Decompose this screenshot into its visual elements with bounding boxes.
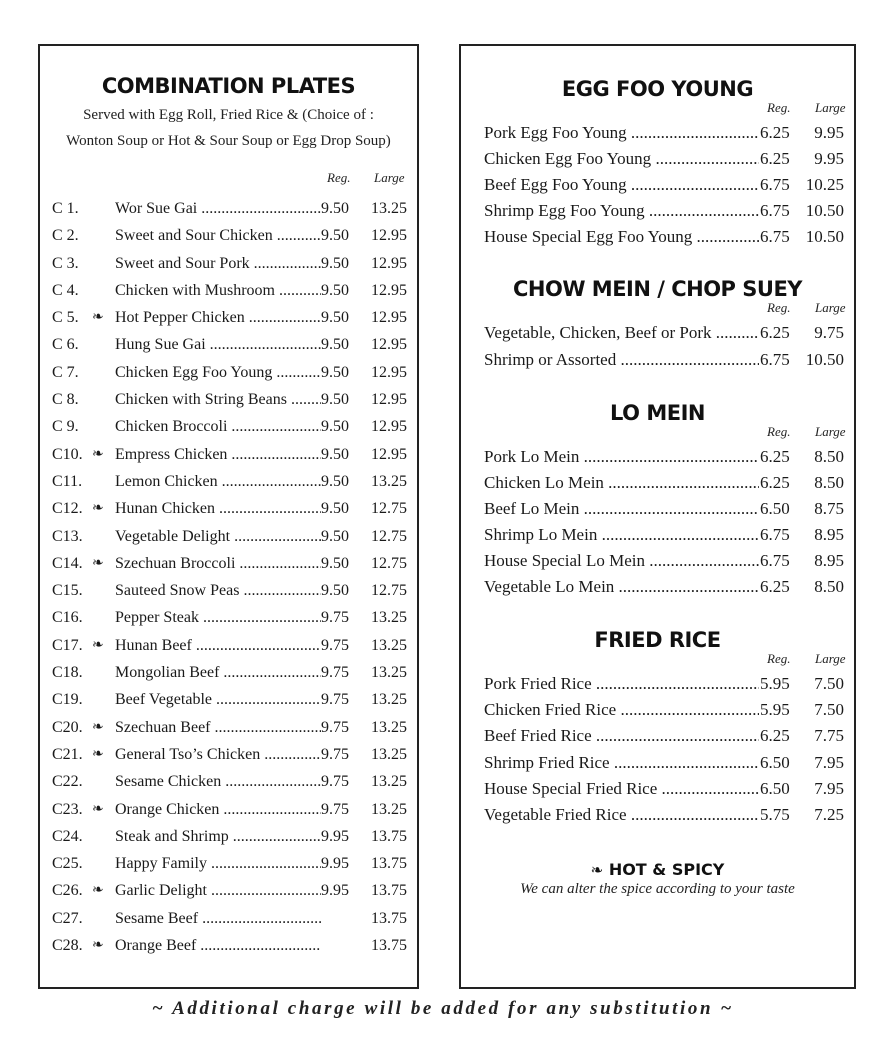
item-code: C11. [52,472,83,490]
item-price-large: 13.25 [371,472,407,490]
item-name: Vegetable Delight ..... [115,523,321,550]
chow-mein-title: CHOW MEIN / CHOP SUEY [512,277,802,302]
item-price-reg: 9.50 [321,445,349,463]
item-code: C16. [52,609,83,627]
item-name: Szechuan Broccoli ..... [115,550,321,577]
item-price-large: 13.75 [371,855,407,873]
menu-item-shrimp-or-assorted [461,347,854,373]
combo-item-c-5 [40,304,417,331]
item-name: Hunan Chicken ..... [115,495,321,522]
spicy-swirl-icon: ❧ [92,310,104,326]
item-code: C 2. [52,227,79,245]
spicy-swirl-icon: ❧ [92,501,104,517]
menu-item-pork-egg-foo-young [461,120,854,146]
item-price-reg: 6.50 [760,752,790,772]
item-code: C13. [52,527,83,545]
menu-item-shrimp-egg-foo-young [461,198,854,224]
item-code: C 1. [52,200,79,217]
menu-item-shrimp-lo-mein [461,522,854,548]
item-code: C22. [52,773,83,791]
item-name: Shrimp Fried Rice ..... [484,750,759,776]
item-price-large: 12.95 [371,254,407,272]
col-reg-label: Reg. [767,423,791,439]
spicy-swirl-icon: ❧ [92,746,104,762]
item-price-reg: 5.95 [760,674,790,694]
item-price-large: 13.25 [371,609,407,627]
fried-rice-column-headers [461,651,854,671]
item-code: C24. [52,827,83,845]
item-name: Sesame Beef ..... [115,905,321,932]
chow-mein-column-headers [461,300,854,320]
item-price-reg: 6.75 [760,349,790,369]
item-price-reg: 6.25 [760,123,790,142]
item-name: Pork Lo Mein ..... [484,444,759,470]
item-name: Shrimp or Assorted ..... [484,347,759,373]
item-price-reg: 9.75 [321,745,349,763]
item-price-large: 9.95 [814,149,844,169]
spicy-swirl-icon: ❧ [92,637,104,653]
item-price-reg: 9.50 [321,281,349,299]
item-name: Chicken Broccoli ..... [115,413,321,440]
col-large-label: Large [815,100,846,115]
item-name: Shrimp Lo Mein ..... [484,522,759,548]
item-price-reg: 6.25 [760,577,790,597]
item-price-reg: 5.75 [760,804,790,824]
item-price-reg: 9.50 [321,363,349,381]
combination-list [40,195,417,959]
item-code: C 8. [52,391,79,409]
item-price-reg: 9.75 [321,609,349,627]
hot-spicy-legend [461,860,854,898]
combo-item-c24 [40,823,417,850]
item-price-reg: 6.25 [760,472,790,492]
col-reg-label: Reg. [767,651,791,667]
item-price-large: 13.75 [371,827,407,845]
item-price-reg: 9.95 [321,855,349,873]
item-price-reg: 9.50 [321,554,349,572]
col-reg-label: Reg. [767,300,791,316]
item-name: General Tso’s Chicken ..... [115,741,321,768]
menu-item-beef-egg-foo-young [461,172,854,198]
menu-item-house-special-fried-rice [461,776,854,802]
combination-subtitle-line1: Served with Egg Roll, Fried Rice & (Choice of : [83,107,374,123]
item-price-large: 7.25 [814,804,844,824]
item-name: Orange Beef ..... [115,932,321,959]
item-price-large: 13.25 [371,636,407,654]
item-price-reg: 9.75 [321,664,349,682]
item-code: C23. [52,800,83,818]
item-price-large: 12.95 [371,227,407,245]
spicy-swirl-icon: ❧ [590,860,604,879]
item-price-reg: 9.75 [321,718,349,736]
combo-item-c26 [40,877,417,904]
item-name: Hunan Beef ..... [115,632,321,659]
combo-item-c25 [40,850,417,877]
col-large-label: Large [815,300,846,316]
item-price-reg: 9.75 [321,773,349,791]
item-name: Wor Sue Gai ..... [115,195,321,222]
combo-item-c14 [40,550,417,577]
item-name: Chicken Fried Rice ..... [484,697,759,723]
item-price-reg: 6.25 [760,323,790,343]
right-menu-panel [459,44,856,989]
spicy-swirl-icon: ❧ [92,719,104,735]
item-name: House Special Fried Rice ..... [484,776,759,802]
menu-item-shrimp-fried-rice [461,750,854,776]
item-code: C 4. [52,281,79,299]
lo-mein-list [461,444,854,601]
egg-foo-young-title: EGG FOO YOUNG [561,77,754,101]
col-large-label: Large [815,423,846,439]
item-name: Beef Egg Foo Young ..... [484,172,759,198]
item-name: House Special Lo Mein ..... [484,548,759,574]
egg-foo-young-column-headers [461,100,854,120]
item-price-large: 8.50 [814,472,844,492]
col-reg-label: Reg. [327,170,351,185]
item-price-reg: 9.50 [321,254,349,272]
item-price-reg: 5.95 [760,700,790,720]
item-price-large: 7.95 [814,752,844,772]
combo-item-c13 [40,523,417,550]
item-name: Chicken with Mushroom ..... [115,277,321,304]
menu-item-beef-lo-mein [461,496,854,522]
item-name: Sweet and Sour Chicken ..... [115,222,321,249]
item-price-large: 13.25 [371,664,407,682]
item-price-large: 9.75 [814,323,844,343]
item-name: Sesame Chicken ..... [115,768,321,795]
item-price-reg: 6.75 [760,551,790,571]
combination-subtitle-line2: Wonton Soup or Hot & Sour Soup or Egg Drop Soup) [66,133,391,149]
combo-item-c22 [40,768,417,795]
spicy-swirl-icon: ❧ [92,938,104,954]
item-name: Orange Chicken ..... [115,796,321,823]
menu-item-beef-fried-rice [461,723,854,749]
combo-item-c12 [40,495,417,522]
item-code: C 3. [52,254,79,272]
item-price-large: 13.25 [371,773,407,791]
item-price-reg: 9.50 [321,418,349,436]
combination-column-headers [40,170,417,190]
combination-plates-panel [38,44,419,989]
item-price-reg: 9.50 [321,472,349,490]
menu-item-pork-fried-rice [461,671,854,697]
egg-foo-young-list [461,120,854,250]
menu-item-house-special-lo-mein [461,548,854,574]
item-name: Chicken Lo Mein ..... [484,470,759,496]
item-name: Chicken Egg Foo Young ..... [115,359,321,386]
item-price-reg: 6.25 [760,446,790,466]
item-price-large: 9.95 [814,123,844,142]
item-name: Vegetable, Chicken, Beef or Pork ..... [484,320,759,346]
item-price-reg: 6.50 [760,778,790,798]
item-price-reg: 6.75 [760,227,790,247]
item-price-large: 12.75 [371,554,407,572]
item-price-reg: 6.75 [760,201,790,221]
item-price-reg: 9.75 [321,800,349,818]
combo-item-c28 [40,932,417,959]
item-price-reg: 6.75 [760,175,790,195]
item-price-large: 13.25 [371,691,407,709]
menu-item-pork-lo-mein [461,444,854,470]
item-name: Pork Egg Foo Young ..... [484,120,759,146]
item-price-large: 13.25 [371,745,407,763]
combo-item-c16 [40,604,417,631]
spicy-swirl-icon: ❧ [92,801,104,817]
item-name: Happy Family ..... [115,850,321,877]
item-name: Sauteed Snow Peas ..... [115,577,321,604]
combo-item-c20 [40,714,417,741]
item-price-large: 13.75 [371,909,407,927]
combination-plates-title: COMBINATION PLATES [101,74,356,98]
item-price-large: 12.95 [371,391,407,409]
item-name: Chicken with String Beans ..... [115,386,321,413]
item-name: Hot Pepper Chicken ..... [115,304,321,331]
item-price-reg: 9.50 [321,500,349,518]
item-price-large: 8.95 [814,524,844,544]
item-name: Lemon Chicken ..... [115,468,321,495]
item-code: C10. [52,445,83,463]
item-price-reg: 9.50 [321,227,349,245]
item-name: Vegetable Lo Mein ..... [484,574,759,600]
substitution-note: ~ Additional charge will be added for any substitution ~ [152,998,734,1019]
item-price-reg: 9.50 [321,391,349,409]
item-price-large: 8.50 [814,446,844,466]
item-price-large: 12.75 [371,527,407,545]
item-price-large: 13.25 [371,800,407,818]
spicy-swirl-icon: ❧ [92,446,104,462]
item-price-large: 12.95 [371,309,407,327]
item-price-large: 10.50 [805,201,844,221]
item-code: C 9. [52,418,79,436]
item-price-reg: 9.75 [321,636,349,654]
combo-item-c-9 [40,413,417,440]
item-price-large: 13.25 [371,200,407,217]
menu-item-vegetable-lo-mein [461,574,854,600]
spicy-swirl-icon: ❧ [92,555,104,571]
combo-item-c21 [40,741,417,768]
item-code: C27. [52,909,83,927]
item-price-large: 13.25 [371,718,407,736]
item-code: C17. [52,636,83,654]
item-name: Pork Fried Rice ..... [484,671,759,697]
item-code: C19. [52,691,83,709]
menu-item-vegetable-fried-rice [461,802,854,828]
item-price-reg: 6.50 [760,498,790,518]
item-price-large: 10.25 [805,175,844,195]
item-price-large: 7.95 [814,778,844,798]
combo-item-c11 [40,468,417,495]
hot-spicy-title: HOT & SPICY [608,859,725,879]
item-price-large: 13.75 [371,937,407,955]
item-name: Empress Chicken ..... [115,441,321,468]
combo-item-c23 [40,796,417,823]
col-large-label: Large [374,170,405,185]
item-name: Szechuan Beef ..... [115,714,321,741]
combo-item-c17 [40,632,417,659]
item-name: Mongolian Beef ..... [115,659,321,686]
item-price-large: 13.75 [371,882,407,900]
combo-item-c-2 [40,222,417,249]
item-name: Beef Lo Mein ..... [484,496,759,522]
menu-item-house-special-egg-foo-young [461,224,854,250]
combo-item-c-1 [40,195,417,222]
item-price-reg: 9.50 [321,527,349,545]
item-price-large: 12.75 [371,500,407,518]
item-price-large: 12.95 [371,445,407,463]
item-price-reg: 9.50 [321,336,349,354]
item-price-large: 12.75 [371,582,407,600]
col-large-label: Large [815,651,846,667]
menu-item-chicken-egg-foo-young [461,146,854,172]
item-price-large: 8.75 [814,498,844,518]
combo-item-c10 [40,441,417,468]
item-price-reg: 9.75 [321,691,349,709]
item-price-large: 7.50 [814,700,844,720]
item-code: C 7. [52,363,79,381]
item-price-reg: 9.50 [321,200,349,217]
combo-item-c15 [40,577,417,604]
combo-item-c-6 [40,331,417,358]
combo-item-c27 [40,905,417,932]
item-name: Vegetable Fried Rice ..... [484,802,759,828]
item-price-reg: 9.95 [321,882,349,900]
item-price-large: 10.50 [805,349,844,369]
item-code: C28. [52,937,83,955]
item-price-reg: 9.50 [321,309,349,327]
item-price-reg: 9.95 [321,827,349,845]
item-price-reg: 6.75 [760,524,790,544]
fried-rice-list [461,671,854,828]
lo-mein-title: LO MEIN [610,400,705,425]
item-price-large: 12.95 [371,418,407,436]
item-name: Beef Vegetable ..... [115,686,321,713]
combo-item-c18 [40,659,417,686]
item-price-large: 12.95 [371,363,407,381]
hot-spicy-note: We can alter the spice according to your taste [520,880,795,897]
item-code: C14. [52,554,83,572]
item-price-large: 12.95 [371,281,407,299]
fried-rice-title: FRIED RICE [594,628,721,653]
item-code: C20. [52,718,83,736]
item-price-large: 8.95 [814,551,844,571]
item-name: Hung Sue Gai ..... [115,331,321,358]
menu-item-chicken-fried-rice [461,697,854,723]
combo-item-c19 [40,686,417,713]
item-price-large: 7.75 [814,726,844,746]
item-price-large: 8.50 [814,577,844,597]
item-price-large: 7.50 [814,674,844,694]
item-code: C18. [52,664,83,682]
item-code: C 5. [52,309,79,327]
item-name: Garlic Delight ..... [115,877,321,904]
item-price-reg: 9.50 [321,582,349,600]
item-price-large: 12.95 [371,336,407,354]
menu-item-vegetable-chicken-beef-or-pork [461,320,854,346]
item-code: C25. [52,855,83,873]
combo-item-c-4 [40,277,417,304]
lo-mein-column-headers [461,424,854,444]
combo-item-c-8 [40,386,417,413]
combo-item-c-3 [40,250,417,277]
item-name: Shrimp Egg Foo Young ..... [484,198,759,224]
item-code: C 6. [52,336,79,354]
menu-item-chicken-lo-mein [461,470,854,496]
item-price-reg: 6.25 [760,726,790,746]
item-code: C15. [52,582,83,600]
item-name: Sweet and Sour Pork ..... [115,250,321,277]
item-name: House Special Egg Foo Young ..... [484,224,759,250]
col-reg-label: Reg. [767,100,791,115]
item-name: Chicken Egg Foo Young ..... [484,146,759,172]
item-price-large: 10.50 [805,227,844,247]
item-code: C21. [52,745,83,763]
chow-mein-list [461,320,854,372]
item-code: C26. [52,882,83,900]
item-code: C12. [52,500,83,518]
item-name: Pepper Steak ..... [115,604,321,631]
spicy-swirl-icon: ❧ [92,883,104,899]
combo-item-c-7 [40,359,417,386]
item-price-reg: 6.25 [760,149,790,169]
item-name: Steak and Shrimp ..... [115,823,321,850]
item-name: Beef Fried Rice ..... [484,723,759,749]
